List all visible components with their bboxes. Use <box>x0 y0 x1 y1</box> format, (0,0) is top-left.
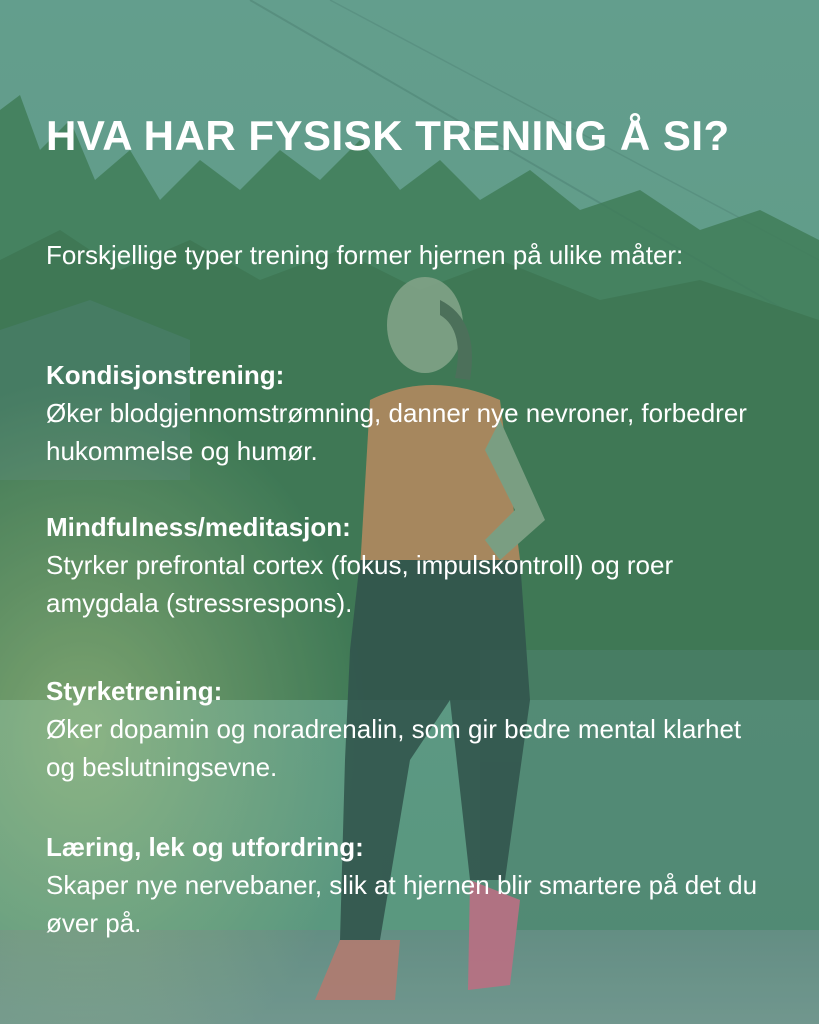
intro-text: Forskjellige typer trening former hjernen på ulike måter: <box>46 240 684 270</box>
section-text: Skaper nye nervebaner, slik at hjernen blir smartere på det du øver på. <box>46 870 758 938</box>
section-heading: Kondisjonstrening: <box>46 360 285 390</box>
section-cardio <box>46 356 776 470</box>
section-heading: Læring, lek og utfordring: <box>46 832 364 862</box>
section-text: Øker blodgjennomstrømning, danner nye nevroner, forbedrer hukommelse og humør. <box>46 398 747 466</box>
section-mindfulness <box>46 508 776 622</box>
section-learning <box>46 828 776 942</box>
section-heading: Mindfulness/meditasjon: <box>46 512 351 542</box>
section-heading: Styrketrening: <box>46 676 223 706</box>
section-text: Øker dopamin og noradrenalin, som gir bedre mental klarhet og beslutningsevne. <box>46 714 742 782</box>
section-strength <box>46 672 776 786</box>
section-text: Styrker prefrontal cortex (fokus, impulskontroll) og roer amygdala (stressrespons). <box>46 550 674 618</box>
page-title: HVA HAR FYSISK TRENING Å SI? <box>46 112 730 159</box>
